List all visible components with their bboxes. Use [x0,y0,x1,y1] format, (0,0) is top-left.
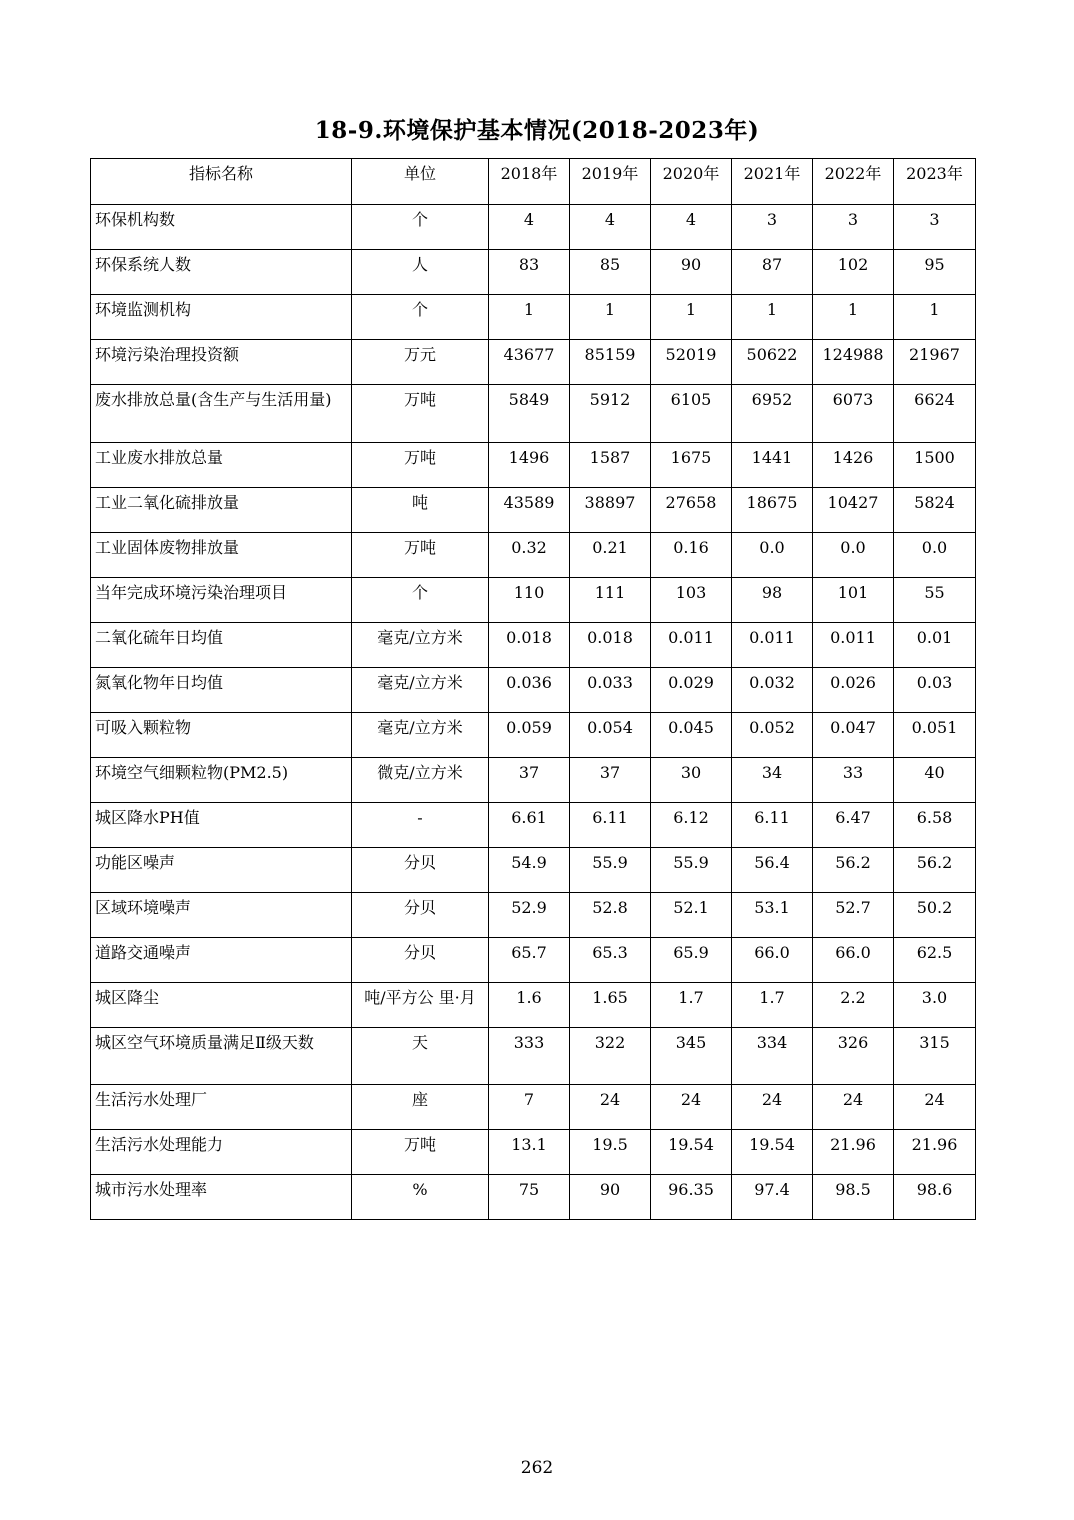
header-year-2022: 2022年 [813,159,894,205]
value-cell-2018: 65.7 [489,938,570,983]
value-cell-2022: 101 [813,578,894,623]
value-cell-2019: 1587 [570,443,651,488]
unit-cell: 人 [352,250,489,295]
unit-cell: 分贝 [352,893,489,938]
indicator-name-cell: 工业废水排放总量 [91,443,352,488]
table-row [91,205,976,250]
value-cell-2018: 0.32 [489,533,570,578]
value-cell-2021: 6952 [732,385,813,443]
value-cell-2019: 55.9 [570,848,651,893]
indicator-name-cell: 废水排放总量(含生产与生活用量) [91,385,352,443]
value-cell-2019: 0.21 [570,533,651,578]
value-cell-2018: 1 [489,295,570,340]
value-cell-2019: 85 [570,250,651,295]
value-cell-2020: 90 [651,250,732,295]
table-row [91,713,976,758]
value-cell-2023: 98.6 [894,1175,976,1220]
value-cell-2022: 3 [813,205,894,250]
table-body [91,205,976,1220]
unit-cell: 分贝 [352,848,489,893]
value-cell-2020: 52.1 [651,893,732,938]
value-cell-2021: 334 [732,1028,813,1085]
indicator-name-cell: 环境污染治理投资额 [91,340,352,385]
unit-cell: 吨 [352,488,489,533]
value-cell-2019: 1.65 [570,983,651,1028]
unit-cell: 微克/立方米 [352,758,489,803]
indicator-name-cell: 道路交通噪声 [91,938,352,983]
value-cell-2021: 0.032 [732,668,813,713]
value-cell-2019: 38897 [570,488,651,533]
value-cell-2023: 0.03 [894,668,976,713]
value-cell-2021: 56.4 [732,848,813,893]
header-row [91,159,976,205]
unit-cell: 万吨 [352,1130,489,1175]
value-cell-2019: 24 [570,1085,651,1130]
value-cell-2020: 0.029 [651,668,732,713]
value-cell-2018: 37 [489,758,570,803]
indicator-name-cell: 环境空气细颗粒物(PM2.5) [91,758,352,803]
value-cell-2018: 1.6 [489,983,570,1028]
value-cell-2023: 6.58 [894,803,976,848]
value-cell-2019: 19.5 [570,1130,651,1175]
indicator-name-cell: 氮氧化物年日均值 [91,668,352,713]
indicator-name-cell: 环境监测机构 [91,295,352,340]
indicator-name-cell: 工业二氧化硫排放量 [91,488,352,533]
unit-cell: 吨/平方公 里·月 [352,983,489,1028]
indicator-name-cell: 环保机构数 [91,205,352,250]
indicator-name-cell: 城区降尘 [91,983,352,1028]
value-cell-2022: 21.96 [813,1130,894,1175]
value-cell-2022: 326 [813,1028,894,1085]
table-row [91,983,976,1028]
value-cell-2023: 1500 [894,443,976,488]
value-cell-2019: 65.3 [570,938,651,983]
unit-cell: - [352,803,489,848]
unit-cell: % [352,1175,489,1220]
value-cell-2018: 110 [489,578,570,623]
value-cell-2023: 50.2 [894,893,976,938]
indicator-name-cell: 生活污水处理能力 [91,1130,352,1175]
value-cell-2018: 0.018 [489,623,570,668]
value-cell-2022: 98.5 [813,1175,894,1220]
value-cell-2020: 1675 [651,443,732,488]
value-cell-2018: 13.1 [489,1130,570,1175]
value-cell-2020: 24 [651,1085,732,1130]
value-cell-2022: 1426 [813,443,894,488]
value-cell-2021: 87 [732,250,813,295]
table-row [91,578,976,623]
unit-cell: 毫克/立方米 [352,623,489,668]
table-row [91,533,976,578]
value-cell-2021: 1.7 [732,983,813,1028]
table-row [91,385,976,443]
indicator-name-cell: 区域环境噪声 [91,893,352,938]
value-cell-2021: 98 [732,578,813,623]
table-row [91,340,976,385]
value-cell-2023: 3 [894,205,976,250]
value-cell-2018: 333 [489,1028,570,1085]
indicator-name-cell: 当年完成环境污染治理项目 [91,578,352,623]
indicator-name-cell: 可吸入颗粒物 [91,713,352,758]
value-cell-2018: 5849 [489,385,570,443]
value-cell-2020: 96.35 [651,1175,732,1220]
value-cell-2020: 27658 [651,488,732,533]
indicator-name-cell: 城市污水处理率 [91,1175,352,1220]
value-cell-2019: 0.033 [570,668,651,713]
header-year-2020: 2020年 [651,159,732,205]
value-cell-2021: 0.052 [732,713,813,758]
table-row [91,803,976,848]
value-cell-2019: 5912 [570,385,651,443]
unit-cell: 天 [352,1028,489,1085]
value-cell-2021: 18675 [732,488,813,533]
table-row [91,1175,976,1220]
header-unit: 单位 [352,159,489,205]
unit-cell: 万吨 [352,533,489,578]
value-cell-2023: 56.2 [894,848,976,893]
value-cell-2021: 97.4 [732,1175,813,1220]
value-cell-2023: 1 [894,295,976,340]
value-cell-2020: 6105 [651,385,732,443]
indicator-name-cell: 工业固体废物排放量 [91,533,352,578]
unit-cell: 个 [352,295,489,340]
header-year-2021: 2021年 [732,159,813,205]
page-title: 18-9.环境保护基本情况(2018-2023年) [314,117,760,144]
value-cell-2021: 0.0 [732,533,813,578]
value-cell-2022: 2.2 [813,983,894,1028]
value-cell-2019: 90 [570,1175,651,1220]
value-cell-2023: 0.01 [894,623,976,668]
value-cell-2021: 3 [732,205,813,250]
value-cell-2019: 37 [570,758,651,803]
value-cell-2019: 111 [570,578,651,623]
indicator-name-cell: 二氧化硫年日均值 [91,623,352,668]
value-cell-2023: 6624 [894,385,976,443]
value-cell-2020: 0.011 [651,623,732,668]
value-cell-2021: 34 [732,758,813,803]
value-cell-2019: 52.8 [570,893,651,938]
value-cell-2022: 24 [813,1085,894,1130]
indicator-name-cell: 功能区噪声 [91,848,352,893]
value-cell-2018: 7 [489,1085,570,1130]
value-cell-2018: 43677 [489,340,570,385]
value-cell-2019: 0.054 [570,713,651,758]
value-cell-2020: 103 [651,578,732,623]
table-row [91,758,976,803]
value-cell-2023: 21967 [894,340,976,385]
table-row [91,295,976,340]
table-row [91,848,976,893]
value-cell-2021: 6.11 [732,803,813,848]
value-cell-2022: 52.7 [813,893,894,938]
value-cell-2023: 62.5 [894,938,976,983]
unit-cell: 万元 [352,340,489,385]
value-cell-2020: 65.9 [651,938,732,983]
value-cell-2020: 1 [651,295,732,340]
value-cell-2022: 102 [813,250,894,295]
value-cell-2023: 95 [894,250,976,295]
value-cell-2022: 0.047 [813,713,894,758]
value-cell-2020: 55.9 [651,848,732,893]
header-year-2023: 2023年 [894,159,976,205]
value-cell-2022: 33 [813,758,894,803]
value-cell-2020: 0.045 [651,713,732,758]
value-cell-2018: 52.9 [489,893,570,938]
value-cell-2021: 1441 [732,443,813,488]
unit-cell: 毫克/立方米 [352,668,489,713]
table-row [91,668,976,713]
table-row [91,443,976,488]
value-cell-2020: 6.12 [651,803,732,848]
indicator-name-cell: 城区空气环境质量满足Ⅱ级天数 [91,1028,352,1085]
value-cell-2022: 0.026 [813,668,894,713]
value-cell-2018: 54.9 [489,848,570,893]
value-cell-2023: 0.051 [894,713,976,758]
page-number: 262 [520,1458,554,1478]
value-cell-2021: 50622 [732,340,813,385]
value-cell-2019: 0.018 [570,623,651,668]
value-cell-2023: 5824 [894,488,976,533]
value-cell-2022: 1 [813,295,894,340]
value-cell-2023: 40 [894,758,976,803]
table-row [91,1085,976,1130]
value-cell-2018: 6.61 [489,803,570,848]
value-cell-2019: 322 [570,1028,651,1085]
value-cell-2023: 21.96 [894,1130,976,1175]
value-cell-2019: 1 [570,295,651,340]
header-indicator-name: 指标名称 [91,159,352,205]
value-cell-2022: 124988 [813,340,894,385]
value-cell-2020: 4 [651,205,732,250]
value-cell-2019: 6.11 [570,803,651,848]
unit-cell: 万吨 [352,443,489,488]
value-cell-2020: 0.16 [651,533,732,578]
value-cell-2019: 4 [570,205,651,250]
value-cell-2020: 52019 [651,340,732,385]
value-cell-2022: 0.011 [813,623,894,668]
header-year-2018: 2018年 [489,159,570,205]
value-cell-2018: 0.059 [489,713,570,758]
value-cell-2020: 30 [651,758,732,803]
value-cell-2022: 6073 [813,385,894,443]
value-cell-2023: 24 [894,1085,976,1130]
indicator-name-cell: 生活污水处理厂 [91,1085,352,1130]
unit-cell: 座 [352,1085,489,1130]
value-cell-2018: 4 [489,205,570,250]
header-year-2019: 2019年 [570,159,651,205]
table-row [91,250,976,295]
indicator-name-cell: 城区降水PH值 [91,803,352,848]
value-cell-2021: 19.54 [732,1130,813,1175]
value-cell-2022: 10427 [813,488,894,533]
value-cell-2021: 1 [732,295,813,340]
value-cell-2018: 75 [489,1175,570,1220]
unit-cell: 个 [352,205,489,250]
table-row [91,893,976,938]
table-row [91,623,976,668]
value-cell-2018: 1496 [489,443,570,488]
value-cell-2023: 55 [894,578,976,623]
value-cell-2022: 56.2 [813,848,894,893]
table-row [91,1130,976,1175]
value-cell-2020: 1.7 [651,983,732,1028]
value-cell-2023: 315 [894,1028,976,1085]
table-row [91,488,976,533]
unit-cell: 毫克/立方米 [352,713,489,758]
value-cell-2023: 3.0 [894,983,976,1028]
indicator-name-cell: 环保系统人数 [91,250,352,295]
environment-protection-table [90,158,976,1220]
value-cell-2022: 66.0 [813,938,894,983]
table-row [91,938,976,983]
value-cell-2020: 345 [651,1028,732,1085]
value-cell-2018: 83 [489,250,570,295]
value-cell-2019: 85159 [570,340,651,385]
value-cell-2021: 66.0 [732,938,813,983]
table-row [91,1028,976,1085]
unit-cell: 分贝 [352,938,489,983]
unit-cell: 万吨 [352,385,489,443]
value-cell-2021: 0.011 [732,623,813,668]
value-cell-2018: 0.036 [489,668,570,713]
value-cell-2022: 0.0 [813,533,894,578]
value-cell-2023: 0.0 [894,533,976,578]
value-cell-2020: 19.54 [651,1130,732,1175]
value-cell-2018: 43589 [489,488,570,533]
value-cell-2022: 6.47 [813,803,894,848]
value-cell-2021: 53.1 [732,893,813,938]
unit-cell: 个 [352,578,489,623]
value-cell-2021: 24 [732,1085,813,1130]
